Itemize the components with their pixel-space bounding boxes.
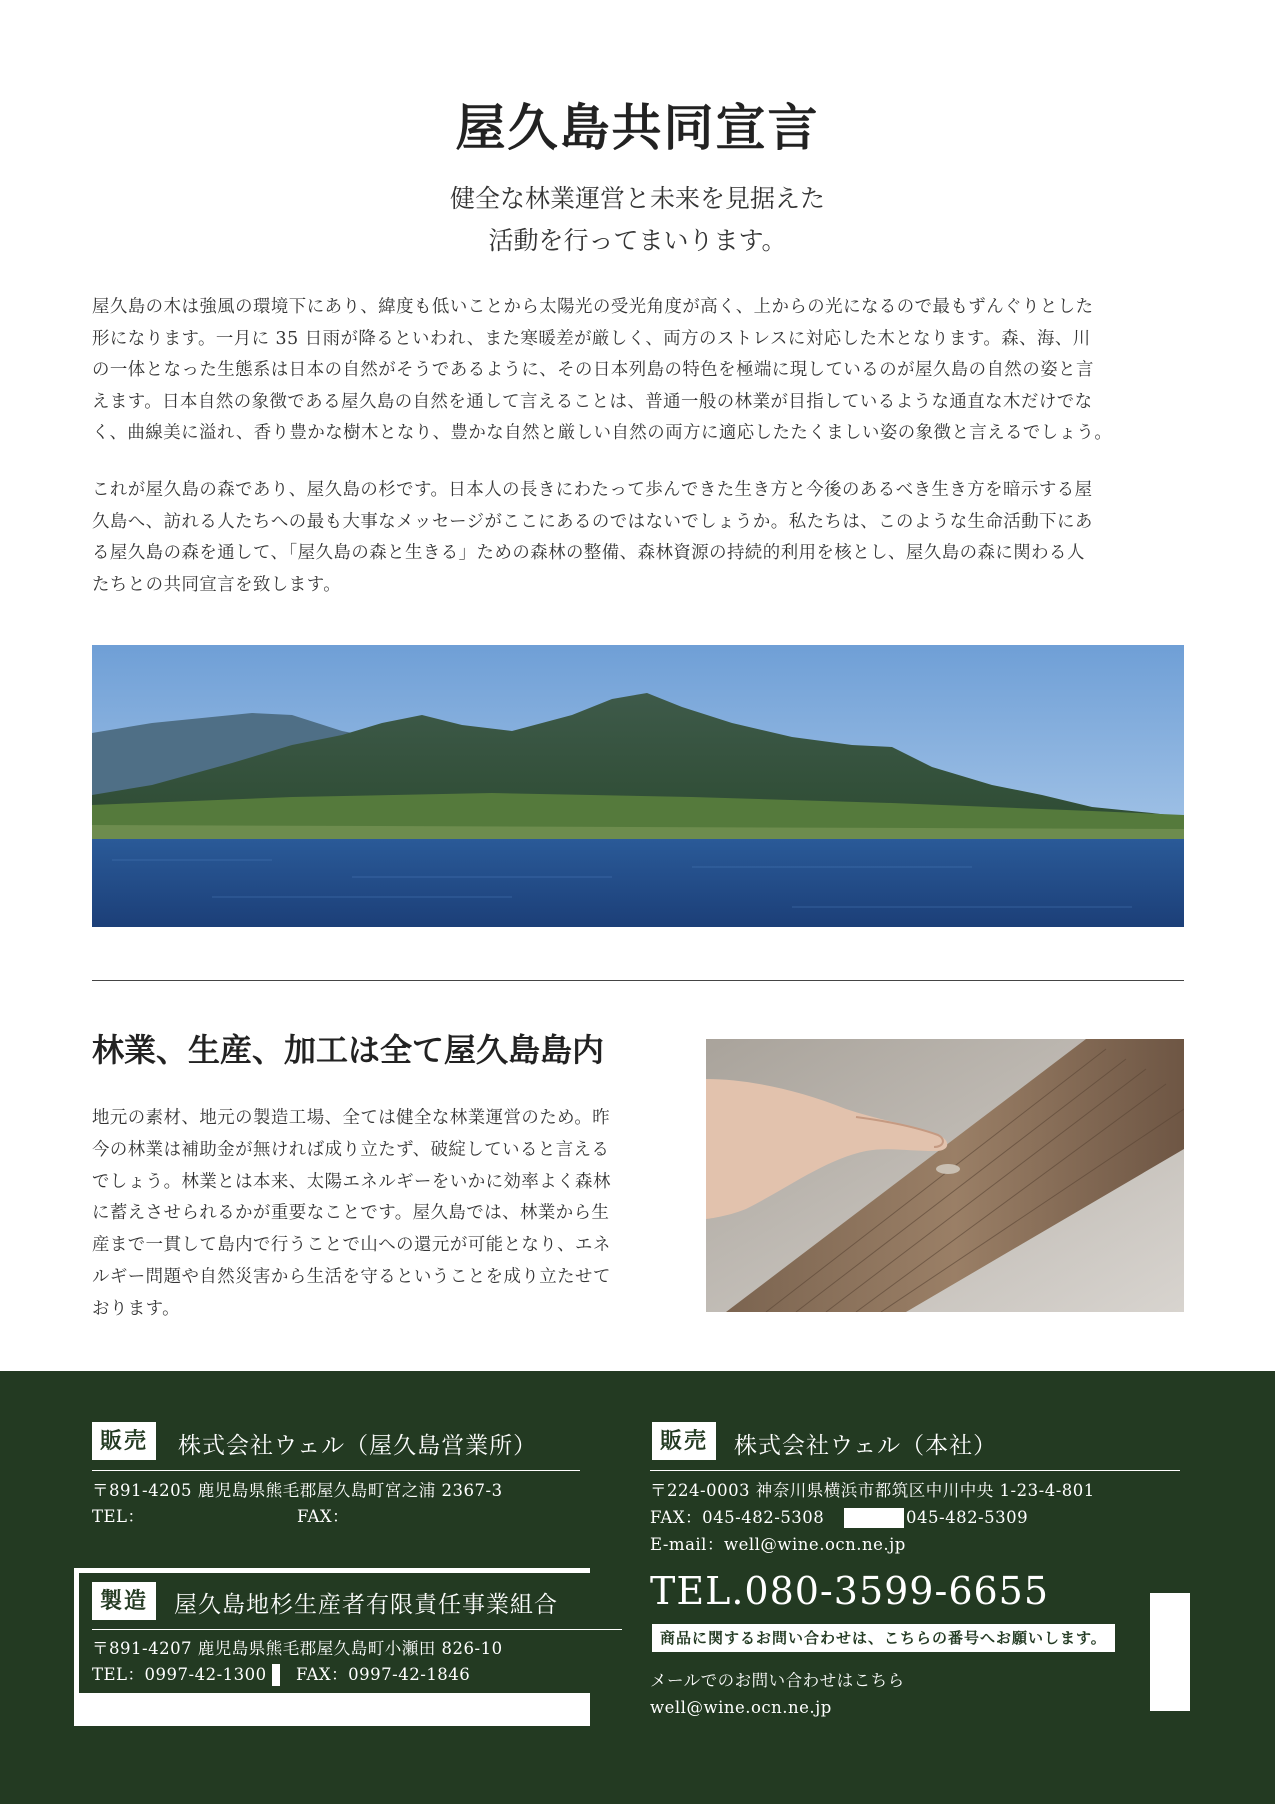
page-title: 屋久島共同宣言 xyxy=(455,98,820,157)
section-line: でしょう。林業とは本来、太陽エネルギーをいかに効率よく森林 xyxy=(92,1171,611,1192)
right-sales-email: E-mail：well@wine.ocn.ne.jp xyxy=(650,1535,906,1554)
frame-bottom xyxy=(74,1693,590,1726)
manufacture-rule xyxy=(92,1629,622,1630)
right-sales-company: 株式会社ウェル（本社） xyxy=(734,1433,998,1459)
contact-footer xyxy=(0,1371,1275,1804)
left-sales-rule xyxy=(92,1470,580,1471)
manufacture-fax: FAX：0997-42-1846 xyxy=(296,1665,471,1684)
left-sales-fax: FAX： xyxy=(297,1507,350,1526)
section-line: 今の林業は補助金が無ければ成り立たず、破綻していると言える xyxy=(92,1139,610,1160)
manufacture-label-box: 製造 xyxy=(92,1582,156,1620)
paragraph-line: の一体となった生態系は日本の自然がそうであるように、その日本列島の特色を極端に現しているのが屋久島の自然の姿と言 xyxy=(92,360,1094,380)
main-phone-number: TEL.080-3599-6655 xyxy=(650,1569,1050,1613)
mail-inquiry-label: メールでのお問い合わせはこちら xyxy=(650,1671,905,1690)
manufacture-address: 〒891-4207 鹿児島県熊毛郡屋久島町小瀬田 826-10 xyxy=(92,1639,503,1658)
sales-label-box-right: 販売 xyxy=(652,1422,716,1460)
manufacture-company: 屋久島地杉生産者有限責任事業組合 xyxy=(174,1592,558,1618)
paragraph-line: たちとの共同宣言を致します。 xyxy=(92,574,342,595)
paragraph-line: 形になります。一月に 35 日雨が降るといわれ、また寒暖差が厳しく、両方のストレスに対応した木となります。森、海、川 xyxy=(92,328,1091,349)
separator-bar xyxy=(272,1664,280,1686)
section-divider xyxy=(92,980,1184,981)
island-landscape-photo xyxy=(92,645,1184,927)
right-sales-fax: FAX：045-482-5308 xyxy=(650,1508,825,1527)
paragraph-line: く、曲線美に溢れ、香り豊かな樹木となり、豊かな自然と厳しい自然の両方に適応したたくましい姿の象徴と言えるでしょう。 xyxy=(92,423,1113,443)
wood-board-hand-photo xyxy=(706,1039,1184,1312)
section-line: おります。 xyxy=(92,1298,181,1319)
subtitle xyxy=(0,178,1275,262)
subtitle-line: 活動を行ってまいります。 xyxy=(488,226,787,255)
right-sales-rule xyxy=(650,1470,1180,1471)
paragraph-line: 久島へ、訪れる人たちへの最も大事なメッセージがここにあるのではないでしょうか。私たちは、このような生命活動下にあ xyxy=(92,511,1093,532)
sales-label-box: 販売 xyxy=(92,1422,156,1460)
paragraph-line: る屋久島の森を通して、「屋久島の森と生きる」ための森林の整備、森林資源の持続的利用を核とし、屋久島の森に関わる人 xyxy=(92,543,1085,563)
right-sales-fax2: 045-482-5309 xyxy=(906,1508,1029,1527)
section-line: に蓄えさせられるかが重要なことです。屋久島では、林業から生 xyxy=(92,1203,610,1224)
section-line: 産まで一貫して島内で行うことで山への還元が可能となり、エネ xyxy=(92,1235,611,1256)
white-vertical-block xyxy=(1150,1593,1190,1711)
section-title: 林業、生産、加工は全て屋久島島内 xyxy=(92,1031,605,1069)
paragraph-line: 屋久島の木は強風の環境下にあり、緯度も低いことから太陽光の受光角度が高く、上からの光になるので最もずんぐりとした xyxy=(92,297,1094,317)
masked-label-block xyxy=(844,1508,904,1528)
section-line: ルギー問題や自然災害から生活を守るということを成り立たせて xyxy=(92,1266,611,1287)
declaration-paragraph xyxy=(92,475,1184,601)
paragraph-line: これが屋久島の森であり、屋久島の杉です。日本人の長きにわたって歩んできた生き方と今後のあるべき生き方を暗示する屋 xyxy=(92,480,1093,500)
paragraph-line: えます。日本自然の象徴である屋久島の自然を通して言えることは、普通一般の林業が目指しているような通直な木だけでな xyxy=(92,391,1093,412)
right-sales-address: 〒224-0003 神奈川県横浜市都筑区中川中央 1-23-4-801 xyxy=(650,1481,1095,1500)
mail-inquiry-address: well@wine.ocn.ne.jp xyxy=(650,1698,832,1717)
section-body xyxy=(92,1103,672,1326)
intro-paragraph xyxy=(92,292,1184,450)
subtitle-line: 健全な林業運営と未来を見据えた xyxy=(449,184,825,213)
phone-notice-badge: 商品に関するお問い合わせは、こちらの番号へお願いします。 xyxy=(652,1624,1115,1652)
frame-top xyxy=(74,1568,590,1573)
manufacture-tel: TEL：0997-42-1300 xyxy=(92,1665,267,1684)
left-sales-company: 株式会社ウェル（屋久島営業所） xyxy=(178,1433,538,1459)
left-sales-address: 〒891-4205 鹿児島県熊毛郡屋久島町宮之浦 2367-3 xyxy=(92,1481,503,1500)
left-sales-tel: TEL： xyxy=(92,1507,145,1526)
section-line: 地元の素材、地元の製造工場、全ては健全な林業運営のため。昨 xyxy=(92,1108,611,1128)
